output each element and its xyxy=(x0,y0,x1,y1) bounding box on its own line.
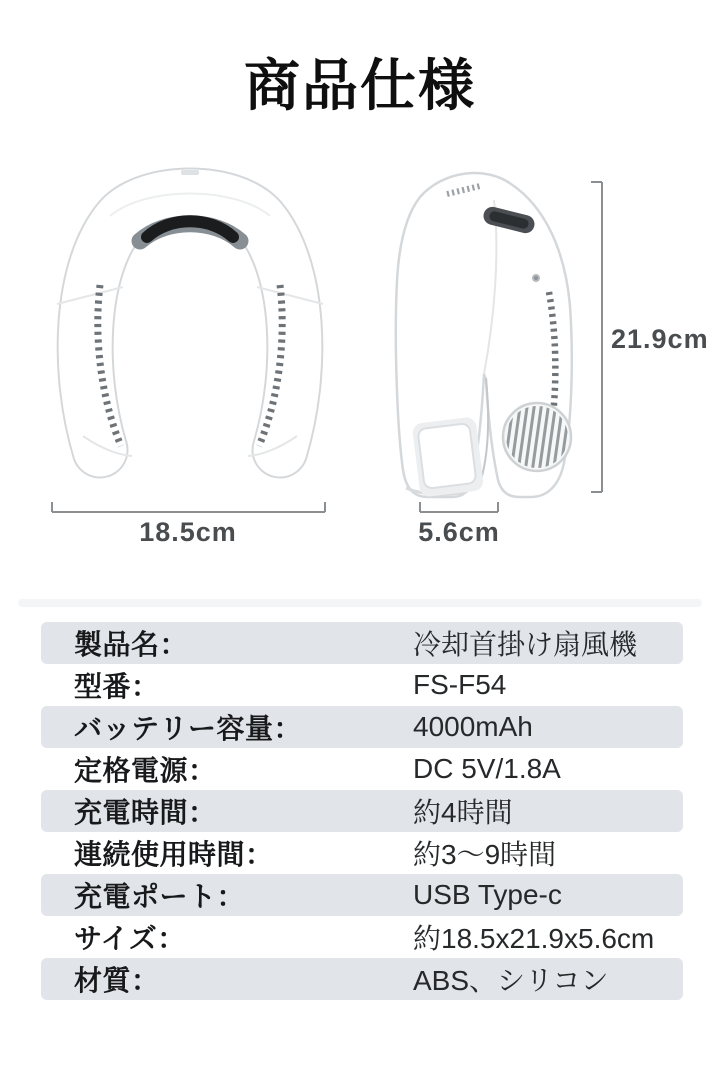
spec-label: バッテリー容量： xyxy=(74,713,303,744)
spec-value: FS-F54 xyxy=(413,669,507,700)
spec-row-product-name xyxy=(41,622,683,664)
spec-value: USB Type-c xyxy=(413,879,562,910)
spec-label: 連続使用時間： xyxy=(74,839,274,870)
dimension-line-depth xyxy=(420,502,498,512)
neck-fan-side-view xyxy=(396,173,572,498)
spec-value: 約18.5x21.9x5.6cm xyxy=(413,923,655,954)
spec-label: 型番： xyxy=(74,671,160,702)
spec-value: 4000mAh xyxy=(413,711,533,742)
dimension-line-height xyxy=(591,182,602,492)
depth-dimension-label: 5.6cm xyxy=(418,517,500,547)
spec-row-charging-port xyxy=(41,874,683,916)
spec-value: 約4時間 xyxy=(413,797,513,828)
width-dimension-label: 18.5cm xyxy=(139,517,237,547)
spec-label: サイズ： xyxy=(74,923,186,954)
side-button-dot-center xyxy=(534,276,538,280)
spec-value: DC 5V/1.8A xyxy=(413,753,561,784)
spec-label: 充電時間： xyxy=(74,797,217,828)
side-pad xyxy=(418,423,477,489)
section-divider xyxy=(18,599,702,607)
neck-fan-front-view xyxy=(57,170,323,456)
front-top-hinge xyxy=(181,170,199,175)
spec-row-continuous-use-time xyxy=(41,832,683,874)
spec-table xyxy=(41,622,683,1000)
spec-row-rated-power xyxy=(41,748,683,790)
page-title: 商品仕様 xyxy=(244,54,476,117)
height-dimension-label: 21.9cm xyxy=(611,324,709,354)
spec-label: 製品名： xyxy=(74,629,189,660)
spec-row-material xyxy=(41,958,683,1000)
spec-value: 約3〜9時間 xyxy=(413,839,557,870)
spec-row-model-number xyxy=(41,664,683,706)
spec-row-charging-time xyxy=(41,790,683,832)
front-body xyxy=(85,196,295,450)
dimension-line-width xyxy=(52,502,325,512)
spec-row-size xyxy=(41,916,683,958)
spec-value: ABS、シリコン xyxy=(413,965,609,996)
spec-label: 定格電源： xyxy=(74,755,217,786)
spec-label: 充電ポート： xyxy=(74,881,246,912)
spec-value: 冷却首掛け扇風機 xyxy=(413,629,638,660)
spec-row-battery-capacity xyxy=(41,706,683,748)
spec-label: 材質： xyxy=(74,965,160,996)
